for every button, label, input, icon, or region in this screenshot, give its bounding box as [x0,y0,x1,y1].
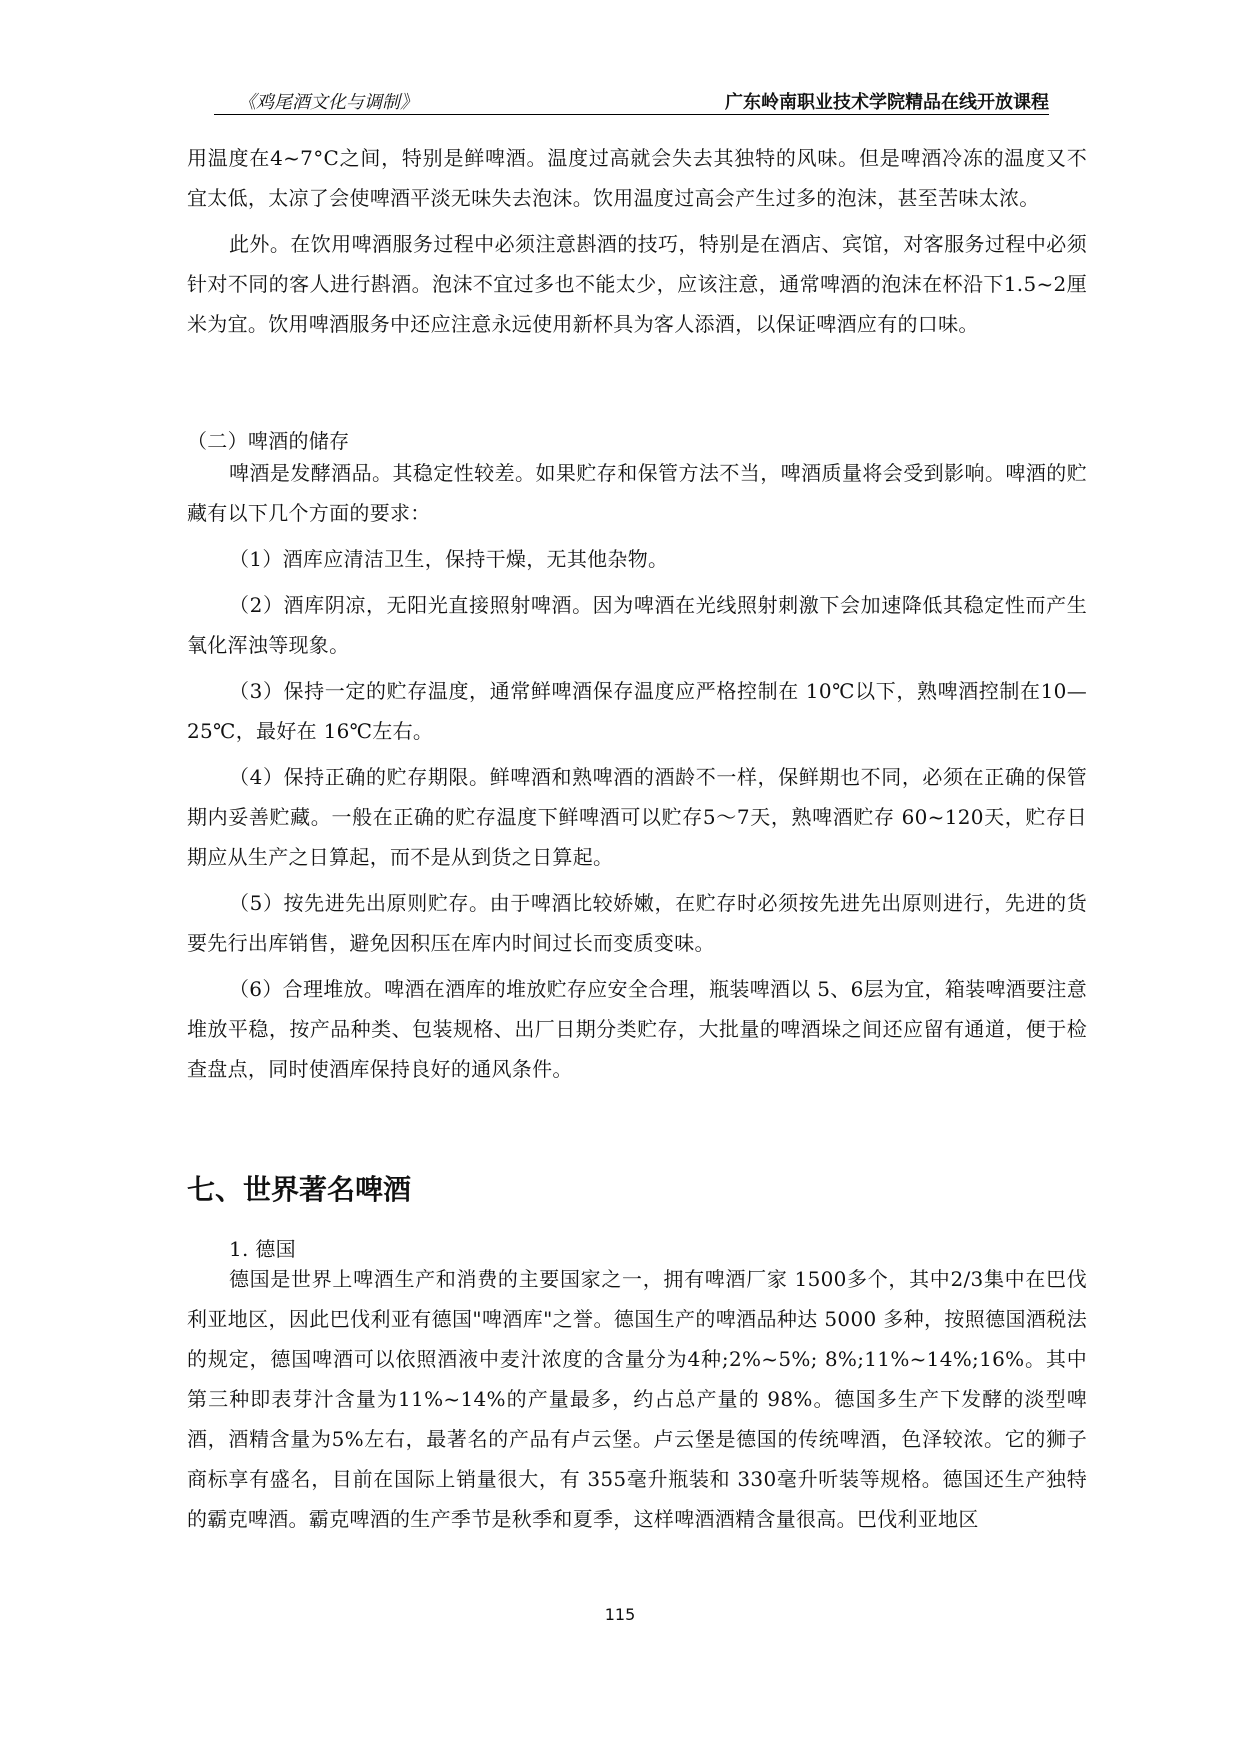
paragraph-germany: 德国是世界上啤酒生产和消费的主要国家之一，拥有啤酒厂家 1500多个，其中2/3集中在巴伐利亚地区，因此巴伐利亚有德国"啤酒库"之誉。德国生产的啤酒品种达 5000 多种，按照德国酒税法的规定，德国啤酒可以依照酒液中麦汁浓度的含量分为4种;2%~5%; 8%;11%~14%;16%。其中第三种即表芽汁含量为11%~14%的产量最多，约占总产量的 98%。德国多生产下发酵的淡型啤酒，酒精含量为5%左右，最著名的产品有卢云堡。卢云堡是德国的传统啤酒，色泽较浓。它的狮子商标享有盛名，目前在国际上销量很大，有 355毫升瓶装和 330毫升听装等规格。德国还生产独特的霸克啤酒。霸克啤酒的生产季节是秋季和夏季，这样啤酒酒精含量很高。巴伐利亚地区 [187,1267,1087,1531]
paragraph-pouring-technique: 此外。在饮用啤酒服务过程中必须注意斟酒的技巧，特别是在酒店、宾馆，对客服务过程中必须针对不同的客人进行斟酒。泡沫不宜过多也不能太少，应该注意，通常啤酒的泡沫在杯沿下1.5~2厘米为宜。饮用啤酒服务中还应注意永远使用新杯具为客人添酒，以保证啤酒应有的口味。 [187,232,1087,336]
paragraph-serving-temperature: 用温度在4~7°C之间，特别是鲜啤酒。温度过高就会失去其独特的风味。但是啤酒冷冻的温度又不宜太低，太凉了会使啤酒平淡无味失去泡沫。饮用温度过高会产生过多的泡沫，甚至苦味太浓。 [187,146,1087,210]
section-heading-famous-beers: 七、世界著名啤酒 [187,1173,412,1206]
storage-heading: （二）啤酒的储存 [187,429,350,453]
storage-item-3: （3）保持一定的贮存温度，通常鲜啤酒保存温度应严格控制在 10℃以下，熟啤酒控制在10—25℃，最好在 16℃左右。 [187,679,1087,743]
storage-item-6: （6）合理堆放。啤酒在酒库的堆放贮存应安全合理，瓶装啤酒以 5、6层为宜，箱装啤酒要注意堆放平稳，按产品种类、包装规格、出厂日期分类贮存，大批量的啤酒垛之间还应留有通道，便于检查盘点，同时使酒库保持良好的通风条件。 [187,977,1087,1081]
storage-item-2: （2）酒库阴凉，无阳光直接照射啤酒。因为啤酒在光线照射刺激下会加速降低其稳定性而产生氧化浑浊等现象。 [187,593,1087,657]
storage-item-1: （1）酒库应清洁卫生，保持干燥，无其他杂物。 [229,547,669,571]
text-block-storage [187,415,1087,1095]
subsection-germany: 1. 德国 [229,1237,296,1261]
text-block-serving [187,138,1087,350]
storage-item-5: （5）按先进先出原则贮存。由于啤酒比较娇嫩，在贮存时必须按先进先出原则进行，先进的货要先行出库销售，避免因积压在库内时间过长而变质变味。 [187,891,1087,955]
header-institution: 广东岭南职业技术学院精品在线开放课程 [725,92,1049,113]
page-header [214,84,1049,115]
page-number: 115 [604,1605,636,1624]
storage-intro: 啤酒是发酵酒品。其稳定性较差。如果贮存和保管方法不当，啤酒质量将会受到影响。啤酒的贮藏有以下几个方面的要求： [187,461,1087,525]
header-course-title: 《鸡尾酒文化与调制》 [238,92,418,113]
storage-item-4: （4）保持正确的贮存期限。鲜啤酒和熟啤酒的酒龄不一样，保鲜期也不同，必须在正确的保管期内妥善贮藏。一般在正确的贮存温度下鲜啤酒可以贮存5～7天，熟啤酒贮存 60~120天，贮存日期应从生产之日算起，而不是从到货之日算起。 [187,765,1087,869]
text-block-germany [187,1233,1087,1545]
